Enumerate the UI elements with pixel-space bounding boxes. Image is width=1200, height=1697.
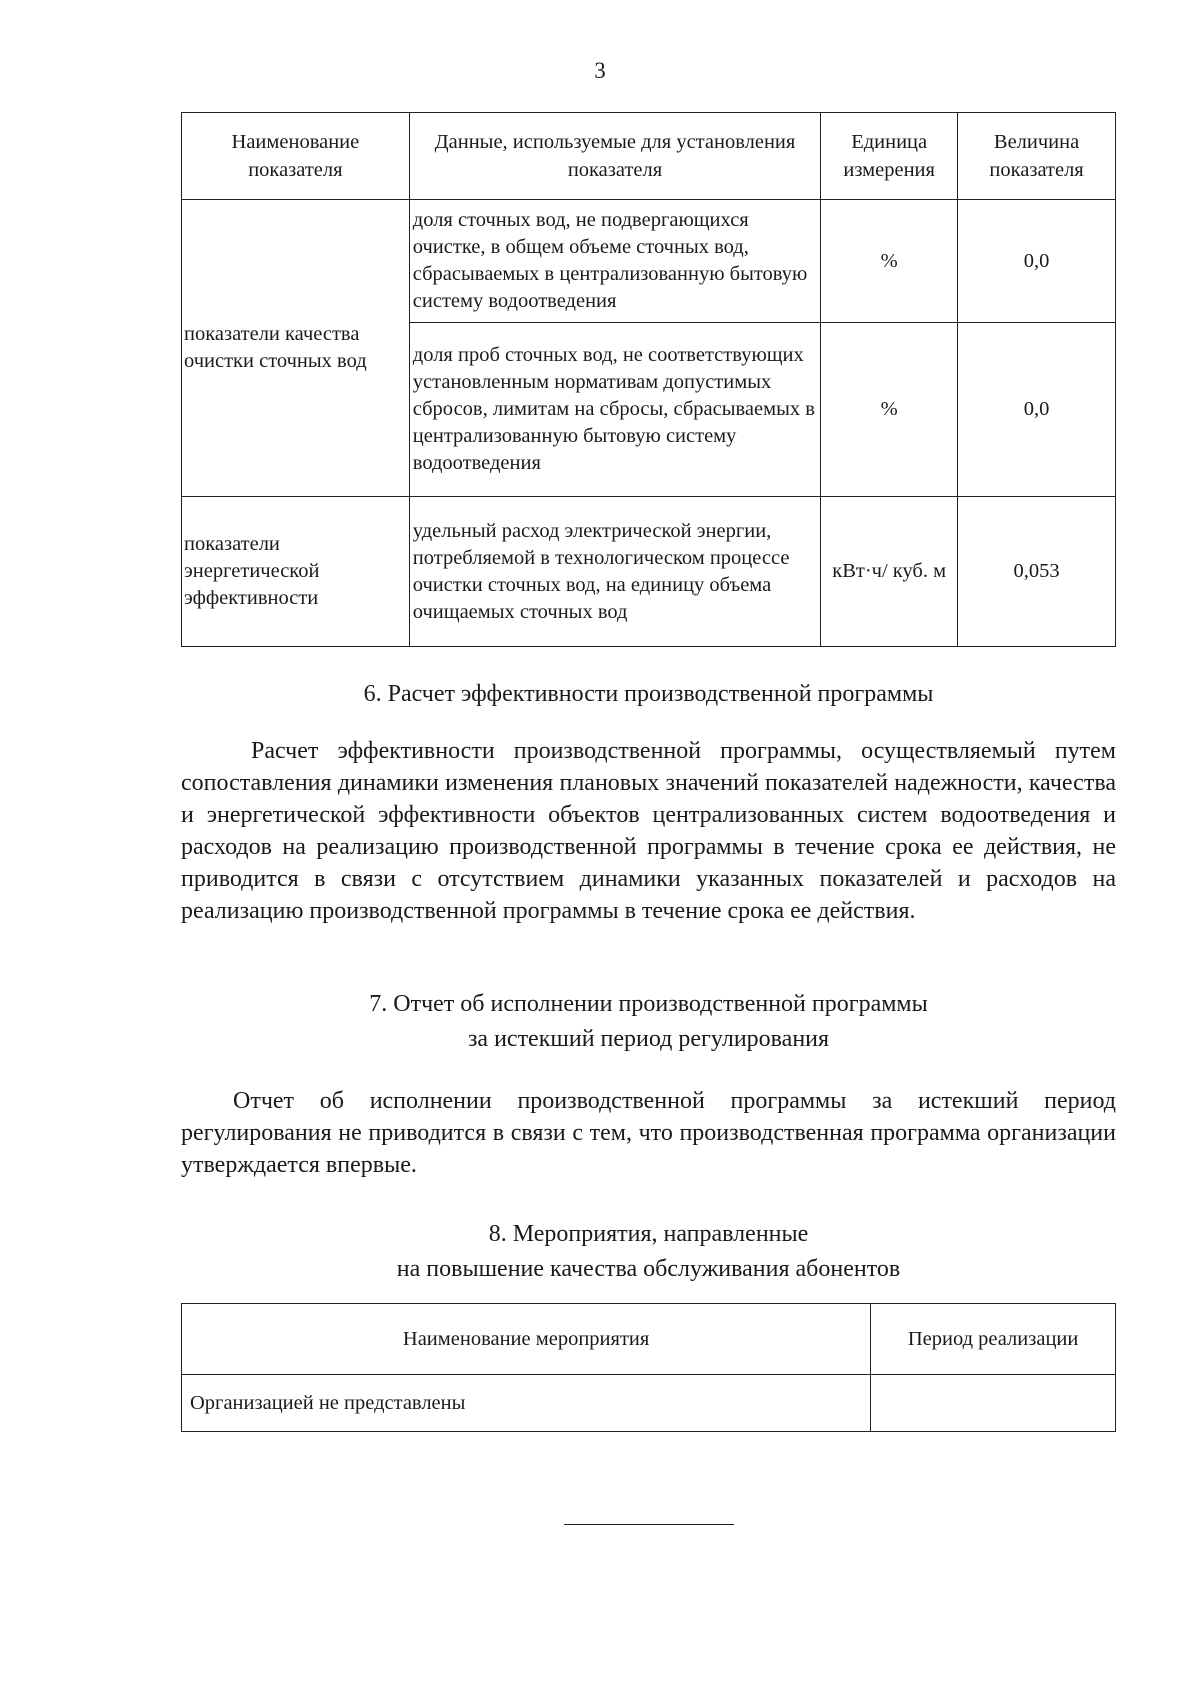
indicator-data: доля проб сточных вод, не соответствующих установленным нормативам допустимых сбросов, лимитам на сбросы, сбрасываемых в централизованную бытовую систему водоотведения (409, 323, 820, 497)
measures-table (181, 1303, 1116, 1432)
page-number: 3 (594, 58, 606, 83)
header-source-data: Данные, используемые для установления показателя (409, 113, 820, 200)
indicator-unit: % (821, 200, 958, 323)
section-7-title-line-2: за истекший период регулирования (467, 1026, 830, 1052)
header-indicator-name: Наименование показателя (182, 113, 410, 200)
indicator-group-name: показатели качества очистки сточных вод (182, 200, 410, 497)
section-6-title: 6. Расчет эффективности производственной программы (363, 681, 934, 707)
measure-name: Организацией не представлены (182, 1375, 871, 1432)
indicator-value: 0,0 (958, 323, 1116, 497)
section-8-title-line-2: на повышение качества обслуживания абонентов (396, 1256, 901, 1282)
table-row (182, 1375, 1116, 1432)
header-unit: Единица измерения (821, 113, 958, 200)
table-header-row (182, 1304, 1116, 1375)
indicator-group-name: показатели энергетической эффективности (182, 497, 410, 647)
section-7-title-line-1: 7. Отчет об исполнении производственной программы (369, 991, 928, 1017)
end-divider-line (564, 1524, 734, 1525)
table-row (182, 200, 1116, 323)
measure-period (871, 1375, 1116, 1432)
section-7-title (181, 987, 1116, 1057)
section-8-title (181, 1217, 1116, 1287)
indicator-value: 0,053 (958, 497, 1116, 647)
indicator-unit: % (821, 323, 958, 497)
table-header-row (182, 113, 1116, 200)
table-row (182, 497, 1116, 647)
header-period: Период реализации (871, 1304, 1116, 1375)
indicator-value: 0,0 (958, 200, 1116, 323)
indicator-unit: кВт·ч/ куб. м (821, 497, 958, 647)
indicator-data: удельный расход электрической энергии, потребляемой в технологическом процессе очистки сточных вод, на единицу объема очищаемых сточных вод (409, 497, 820, 647)
header-measure-name: Наименование мероприятия (182, 1304, 871, 1375)
section-6-paragraph: Расчет эффективности производственной программы, осуществляемый путем сопоставления динамики изменения плановых значений показателей надежности, качества и энергетической эффективности объектов централизованных систем водоотведения и расходов на реализацию производственной программы в течение срока ее действия, не приводится в связи с отсутствием динамики указанных показателей и расходов на реализацию производственной программы в течение срока ее действия. (181, 738, 1116, 924)
section-7-paragraph: Отчет об исполнении производственной программы за истекший период регулирования не приводится в связи с тем, что производственная программа организации утверждается впервые. (181, 1088, 1116, 1178)
indicator-data: доля сточных вод, не подвергающихся очистке, в общем объеме сточных вод, сбрасываемых в централизованную бытовую систему водоотведения (409, 200, 820, 323)
header-value: Величина показателя (958, 113, 1116, 200)
indicators-table (181, 112, 1116, 647)
section-8-title-line-1: 8. Мероприятия, направленные (488, 1221, 809, 1247)
